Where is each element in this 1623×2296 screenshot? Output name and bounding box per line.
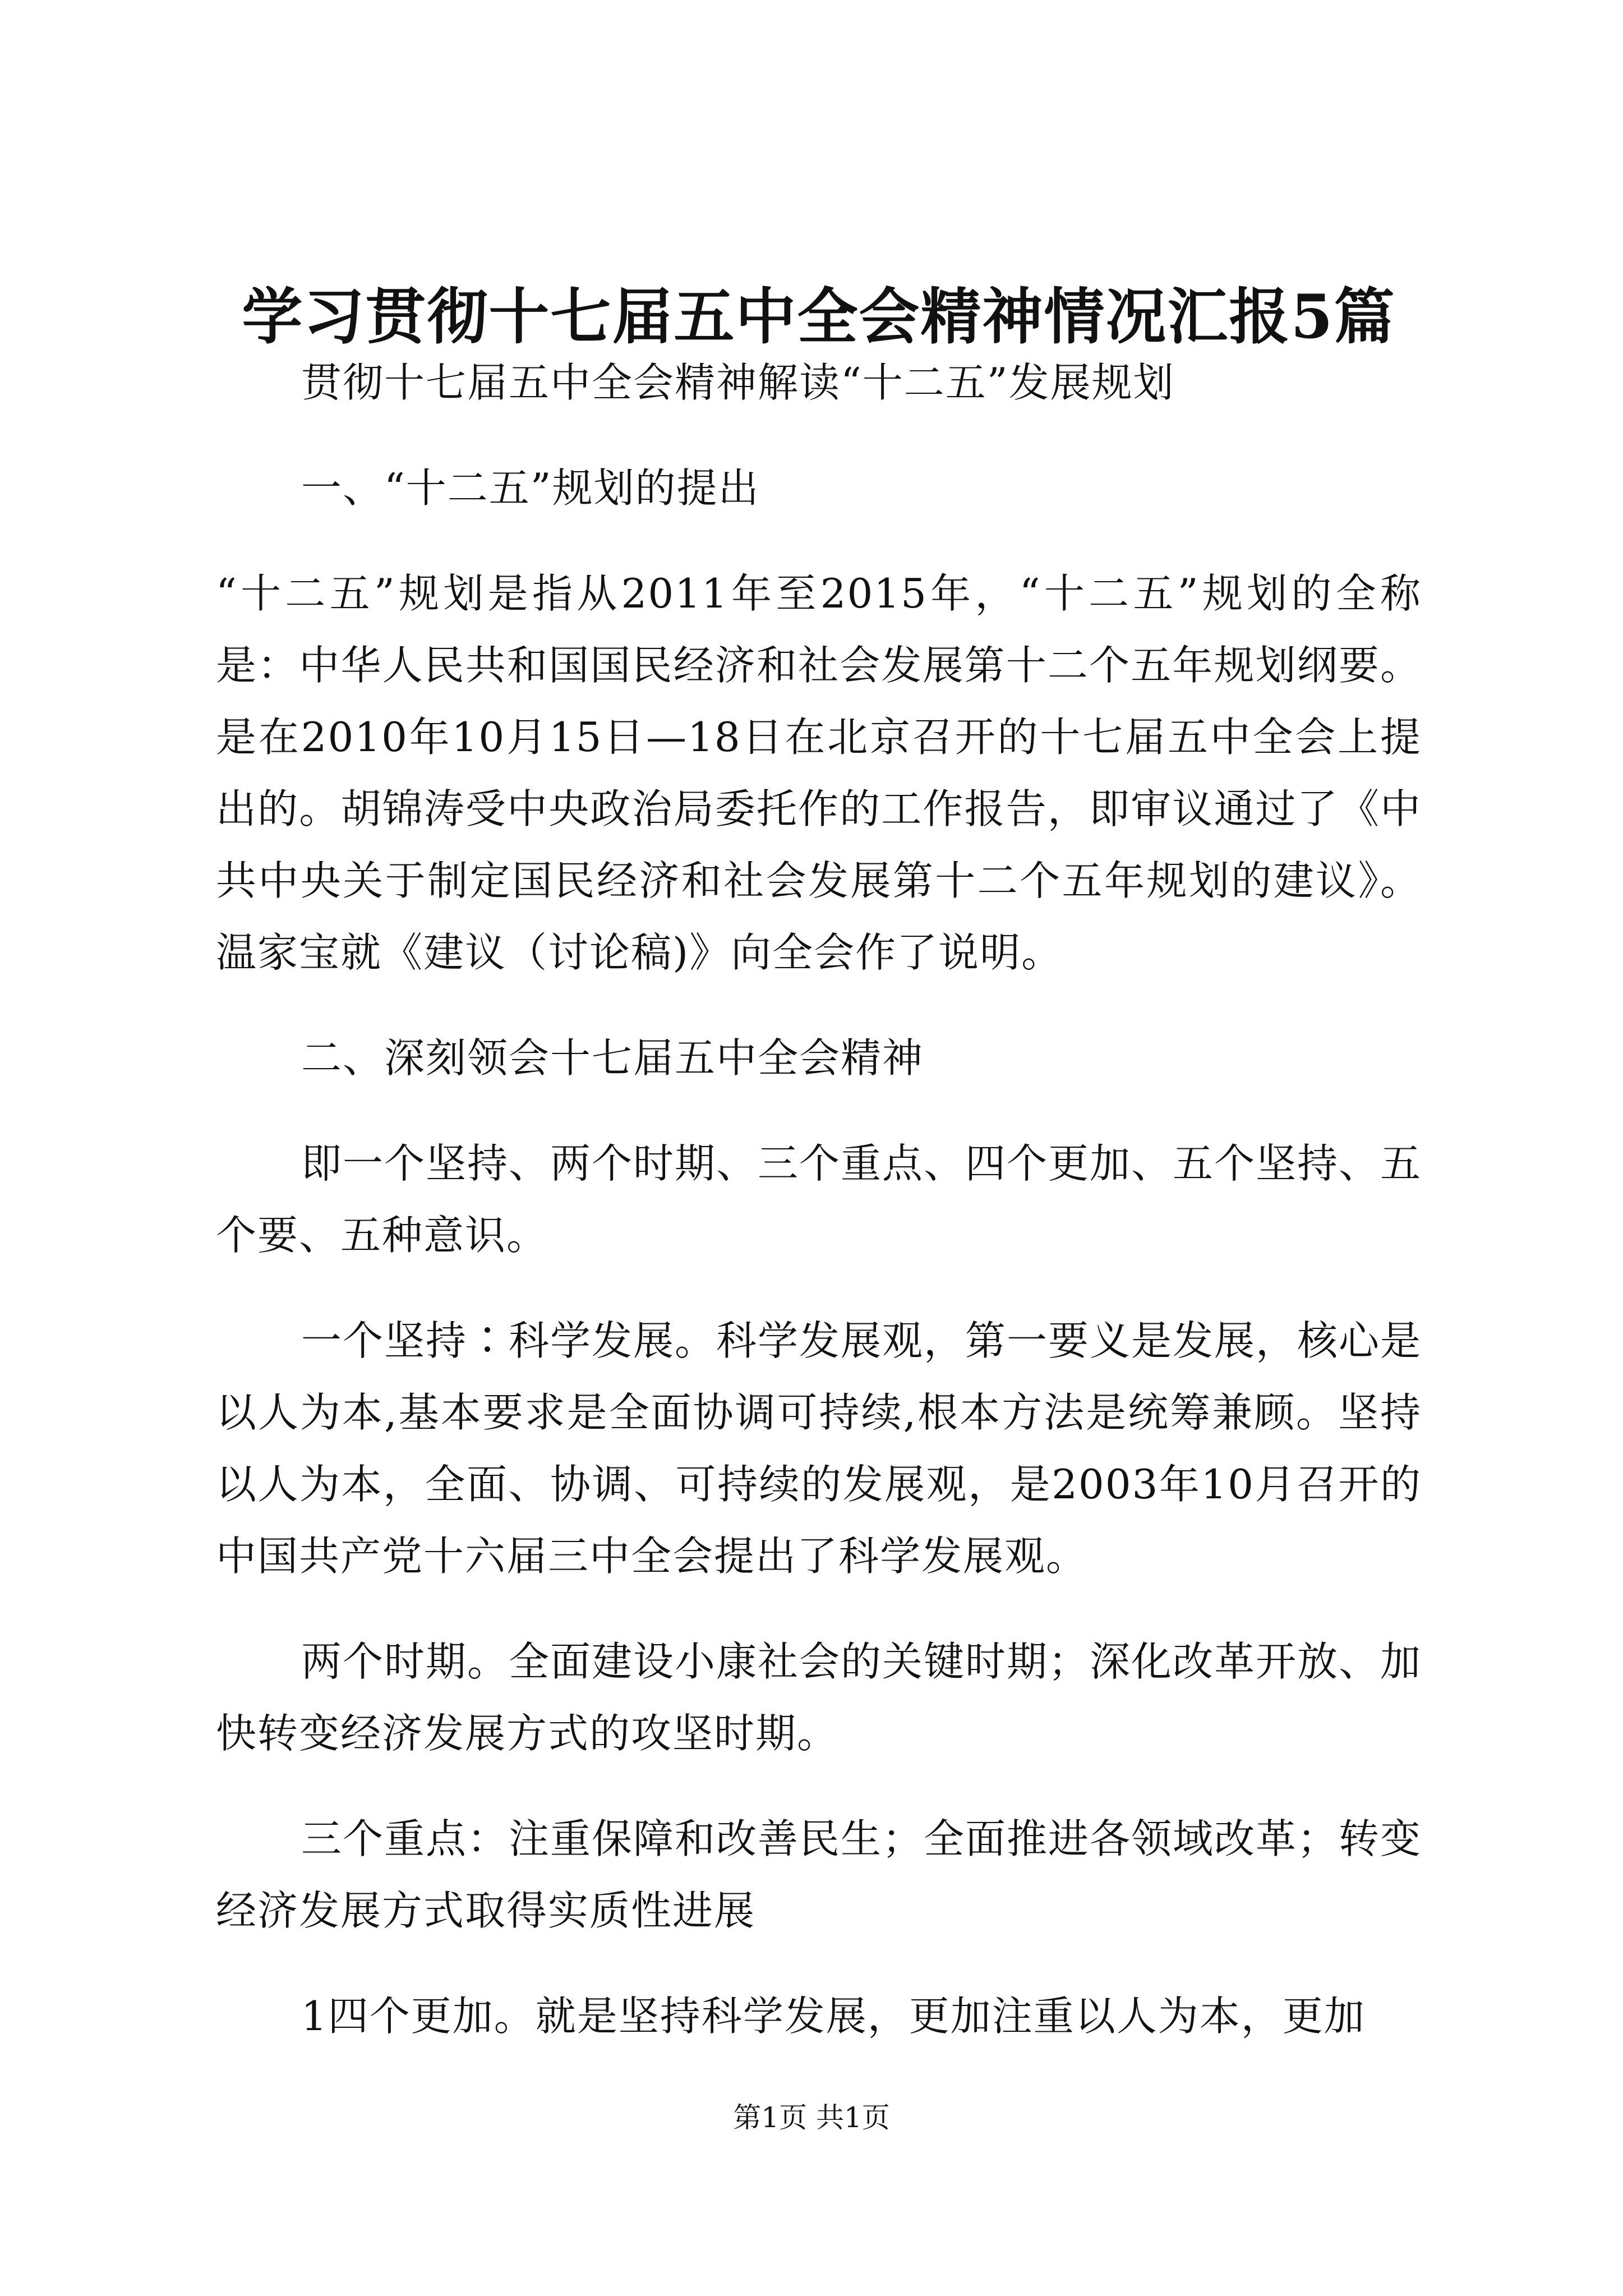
- page-number-footer: 第1页 共1页: [733, 2101, 890, 2134]
- paragraph: 贯彻十七届五中全会精神解读“十二五”发展规划: [301, 359, 1175, 406]
- paragraph: “十二五”规划是指从2011年至2015年，“十二五”规划的全称是：中华人民共和国国民经济和社会发展第十二个五年规划纲要。是在2010年10月15日—18日在北京召开的十七届五中全会上提出的。胡锦涛受中央政治局委托作的工作报告，即审议通过了《中共中央关于制定国民经济和社会发展第十二个五年规划的建议》。温家宝就《建议（讨论稿)》向全会作了说明。: [216, 570, 1422, 976]
- paragraph: 两个时期。全面建设小康社会的关键时期；深化改革开放、加快转变经济发展方式的攻坚时期。: [216, 1638, 1422, 1757]
- section-heading: 一、“十二五”规划的提出: [301, 464, 760, 512]
- section-heading: 二、深刻领会十七届五中全会精神: [301, 1034, 924, 1082]
- paragraph: 三个重点：注重保障和改善民生；全面推进各领域改革；转变经济发展方式取得实质性进展: [216, 1815, 1422, 1934]
- document-title: 学习贯彻十七届五中全会精神情况汇报5篇: [242, 282, 1396, 352]
- paragraph: 即一个坚持、两个时期、三个重点、四个更加、五个坚持、五个要、五种意识。: [216, 1140, 1422, 1259]
- paragraph: 1四个更加。就是坚持科学发展，更加注重以人为本，更加: [301, 1993, 1366, 2040]
- paragraph: 一个坚持∶科学发展。科学发展观，第一要义是发展，核心是以人为本,基本要求是全面协调可持续,根本方法是统筹兼顾。坚持以人为本，全面、协调、可持续的发展观，是2003年10月召开的中国共产党十六届三中全会提出了科学发展观。: [216, 1317, 1422, 1580]
- document-body: [216, 347, 1422, 2086]
